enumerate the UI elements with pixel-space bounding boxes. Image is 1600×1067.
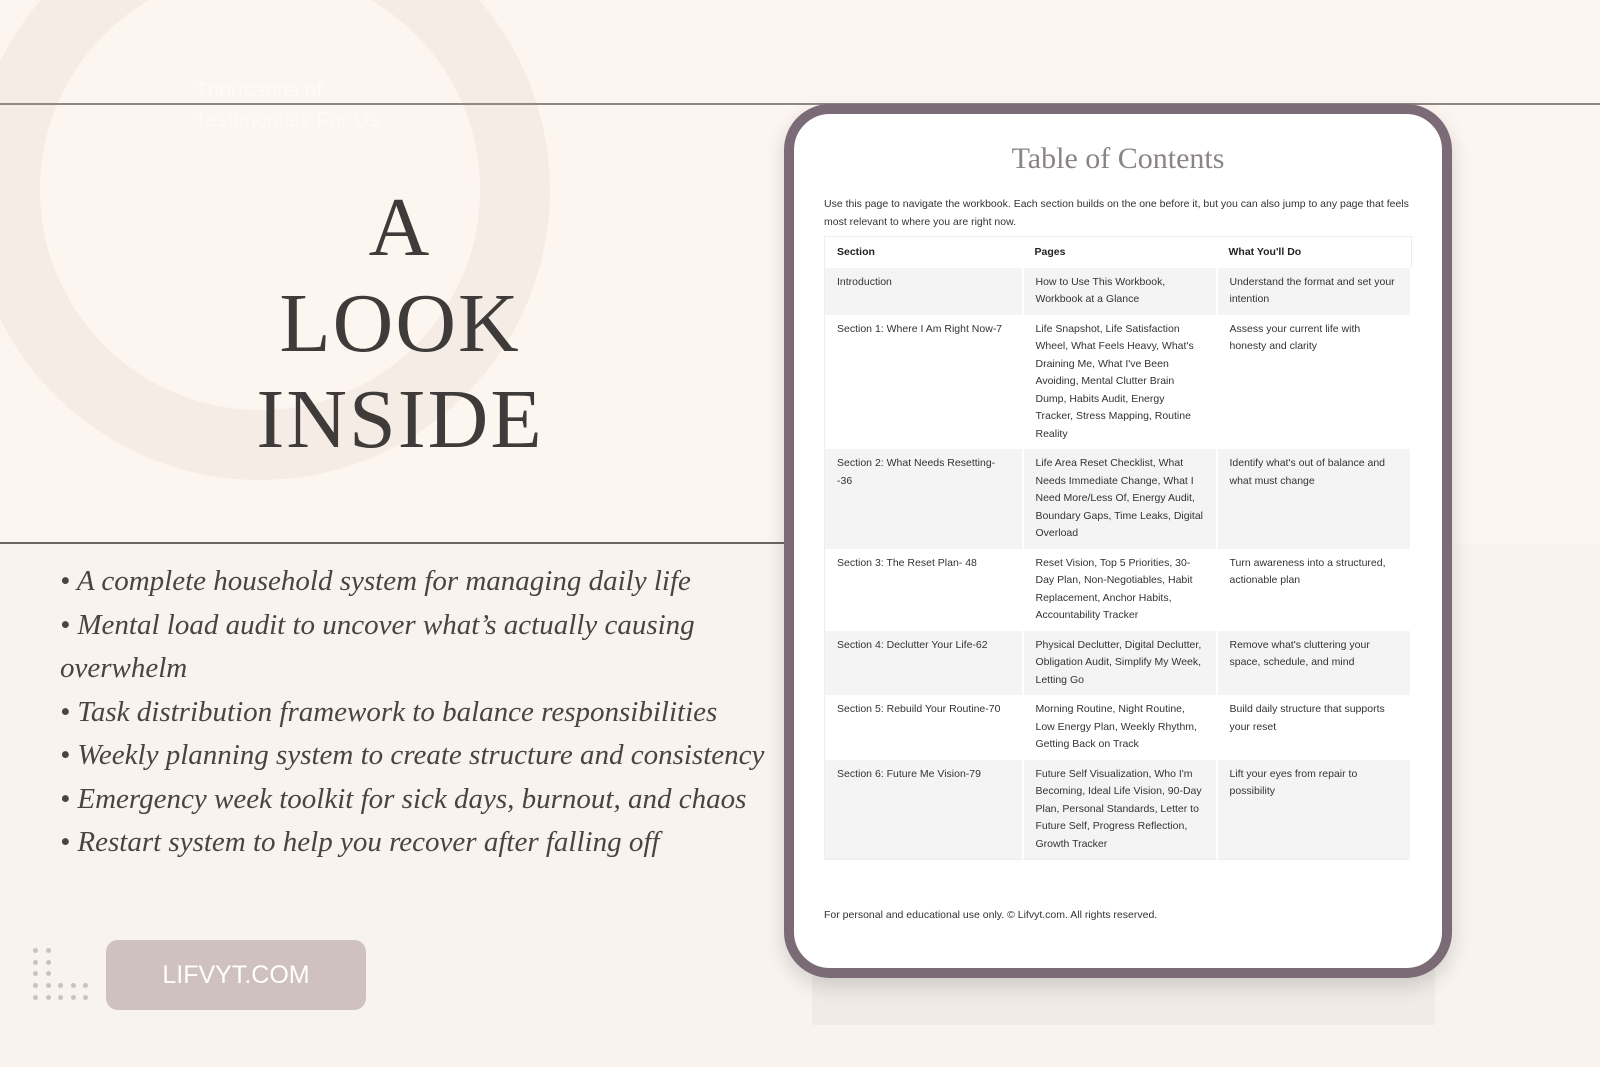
dot — [83, 995, 88, 1000]
table-row — [825, 449, 1412, 549]
toc-title: Table of Contents — [1011, 142, 1225, 175]
cell-section: Section 5: Rebuild Your Routine-70 — [825, 695, 1023, 760]
dot — [33, 983, 38, 988]
testimonial-line: Thousands of — [195, 79, 323, 102]
header-pages: Pages — [1034, 246, 1066, 258]
cell-what: Identify what's out of balance and what must change — [1217, 449, 1412, 549]
cell-section: Section 3: The Reset Plan- 48 — [825, 549, 1023, 631]
feature-item: • Weekly planning system to create structure and consistency — [60, 739, 765, 771]
feature-item: • Restart system to help you recover after falling off — [60, 826, 660, 858]
feature-item: • Task distribution framework to balance responsibilities — [60, 695, 718, 728]
cell-what: Assess your current life with honesty and clarity — [1217, 315, 1412, 450]
table-row — [825, 631, 1412, 696]
divider-line — [0, 542, 784, 544]
cell-section: Section 6: Future Me Vision-79 — [825, 760, 1023, 860]
cell-what: Build daily structure that supports your reset — [1217, 695, 1412, 760]
header-section: Section — [837, 246, 875, 258]
dot — [46, 983, 51, 988]
cell-what: Understand the format and set your intention — [1217, 268, 1412, 315]
cell-pages: Life Snapshot, Life Satisfaction Wheel, What Feels Heavy, What's Draining Me, What I've Been Avoiding, Mental Clutter Brain Dump, Habits Audit, Energy Tracker, Stress Mapping, Routine Reality — [1023, 315, 1217, 450]
cell-section: Section 2: What Needs Resetting--36 — [825, 449, 1023, 549]
table-header-row — [825, 237, 1412, 268]
toc-table — [824, 236, 1412, 860]
dot-pattern-icon — [33, 948, 93, 998]
dot — [33, 960, 38, 965]
table-row — [825, 315, 1412, 450]
table-row — [825, 549, 1412, 631]
dot — [46, 948, 51, 953]
cell-pages: How to Use This Workbook, Workbook at a Glance — [1023, 268, 1217, 315]
headline — [160, 180, 640, 468]
dot — [83, 983, 88, 988]
tablet-frame — [784, 104, 1452, 978]
dot — [58, 995, 63, 1000]
toc-intro: Use this page to navigate the workbook. Each section builds on the one before it, but you can also jump to any page that feels most relevant to where you are right now. — [824, 198, 1409, 228]
cell-section: Section 4: Declutter Your Life-62 — [825, 631, 1023, 696]
headline-line: INSIDE — [256, 373, 544, 466]
dot — [33, 971, 38, 976]
cell-section: Section 1: Where I Am Right Now-7 — [825, 315, 1023, 450]
table-row — [825, 268, 1412, 315]
table-row — [825, 695, 1412, 760]
testimonial-text — [195, 76, 379, 136]
headline-line: A — [368, 181, 432, 274]
header-what: What You'll Do — [1228, 246, 1302, 258]
cell-pages: Future Self Visualization, Who I'm Becoming, Ideal Life Vision, 90-Day Plan, Personal Standards, Letter to Future Self, Progress Reflection, Growth Tracker — [1023, 760, 1217, 860]
testimonial-line: Testimonials For Us — [195, 109, 380, 132]
cell-section: Introduction — [825, 268, 1023, 315]
dot — [33, 948, 38, 953]
headline-line: LOOK — [279, 277, 521, 370]
feature-list — [60, 560, 780, 865]
dot — [46, 960, 51, 965]
dot — [71, 995, 76, 1000]
cell-pages: Physical Declutter, Digital Declutter, Obligation Audit, Simplify My Week, Letting Go — [1023, 631, 1217, 696]
cell-what: Lift your eyes from repair to possibility — [1217, 760, 1412, 860]
cell-what: Remove what's cluttering your space, schedule, and mind — [1217, 631, 1412, 696]
feature-item: • Mental load audit to uncover what’s actually causing overwhelm — [60, 608, 695, 684]
cell-pages: Morning Routine, Night Routine, Low Energy Plan, Weekly Rhythm, Getting Back on Track — [1023, 695, 1217, 760]
cell-pages: Reset Vision, Top 5 Priorities, 30-Day Plan, Non-Negotiables, Habit Replacement, Anchor Habits, Accountability Tracker — [1023, 549, 1217, 631]
dot — [46, 995, 51, 1000]
website-button[interactable]: LIFVYT.COM — [106, 940, 366, 1010]
feature-item: • Emergency week toolkit for sick days, burnout, and chaos — [60, 782, 747, 815]
dot — [46, 971, 51, 976]
dot — [71, 983, 76, 988]
cell-pages: Life Area Reset Checklist, What Needs Immediate Change, What I Need More/Less Of, Energy Audit, Boundary Gaps, Time Leaks, Digital Overload — [1023, 449, 1217, 549]
dot — [33, 995, 38, 1000]
feature-item: • A complete household system for managing daily life — [60, 565, 691, 597]
footer-text: For personal and educational use only. © Lifvyt.com. All rights reserved. — [824, 909, 1158, 921]
cell-what: Turn awareness into a structured, actionable plan — [1217, 549, 1412, 631]
dot — [58, 983, 63, 988]
table-row — [825, 760, 1412, 860]
